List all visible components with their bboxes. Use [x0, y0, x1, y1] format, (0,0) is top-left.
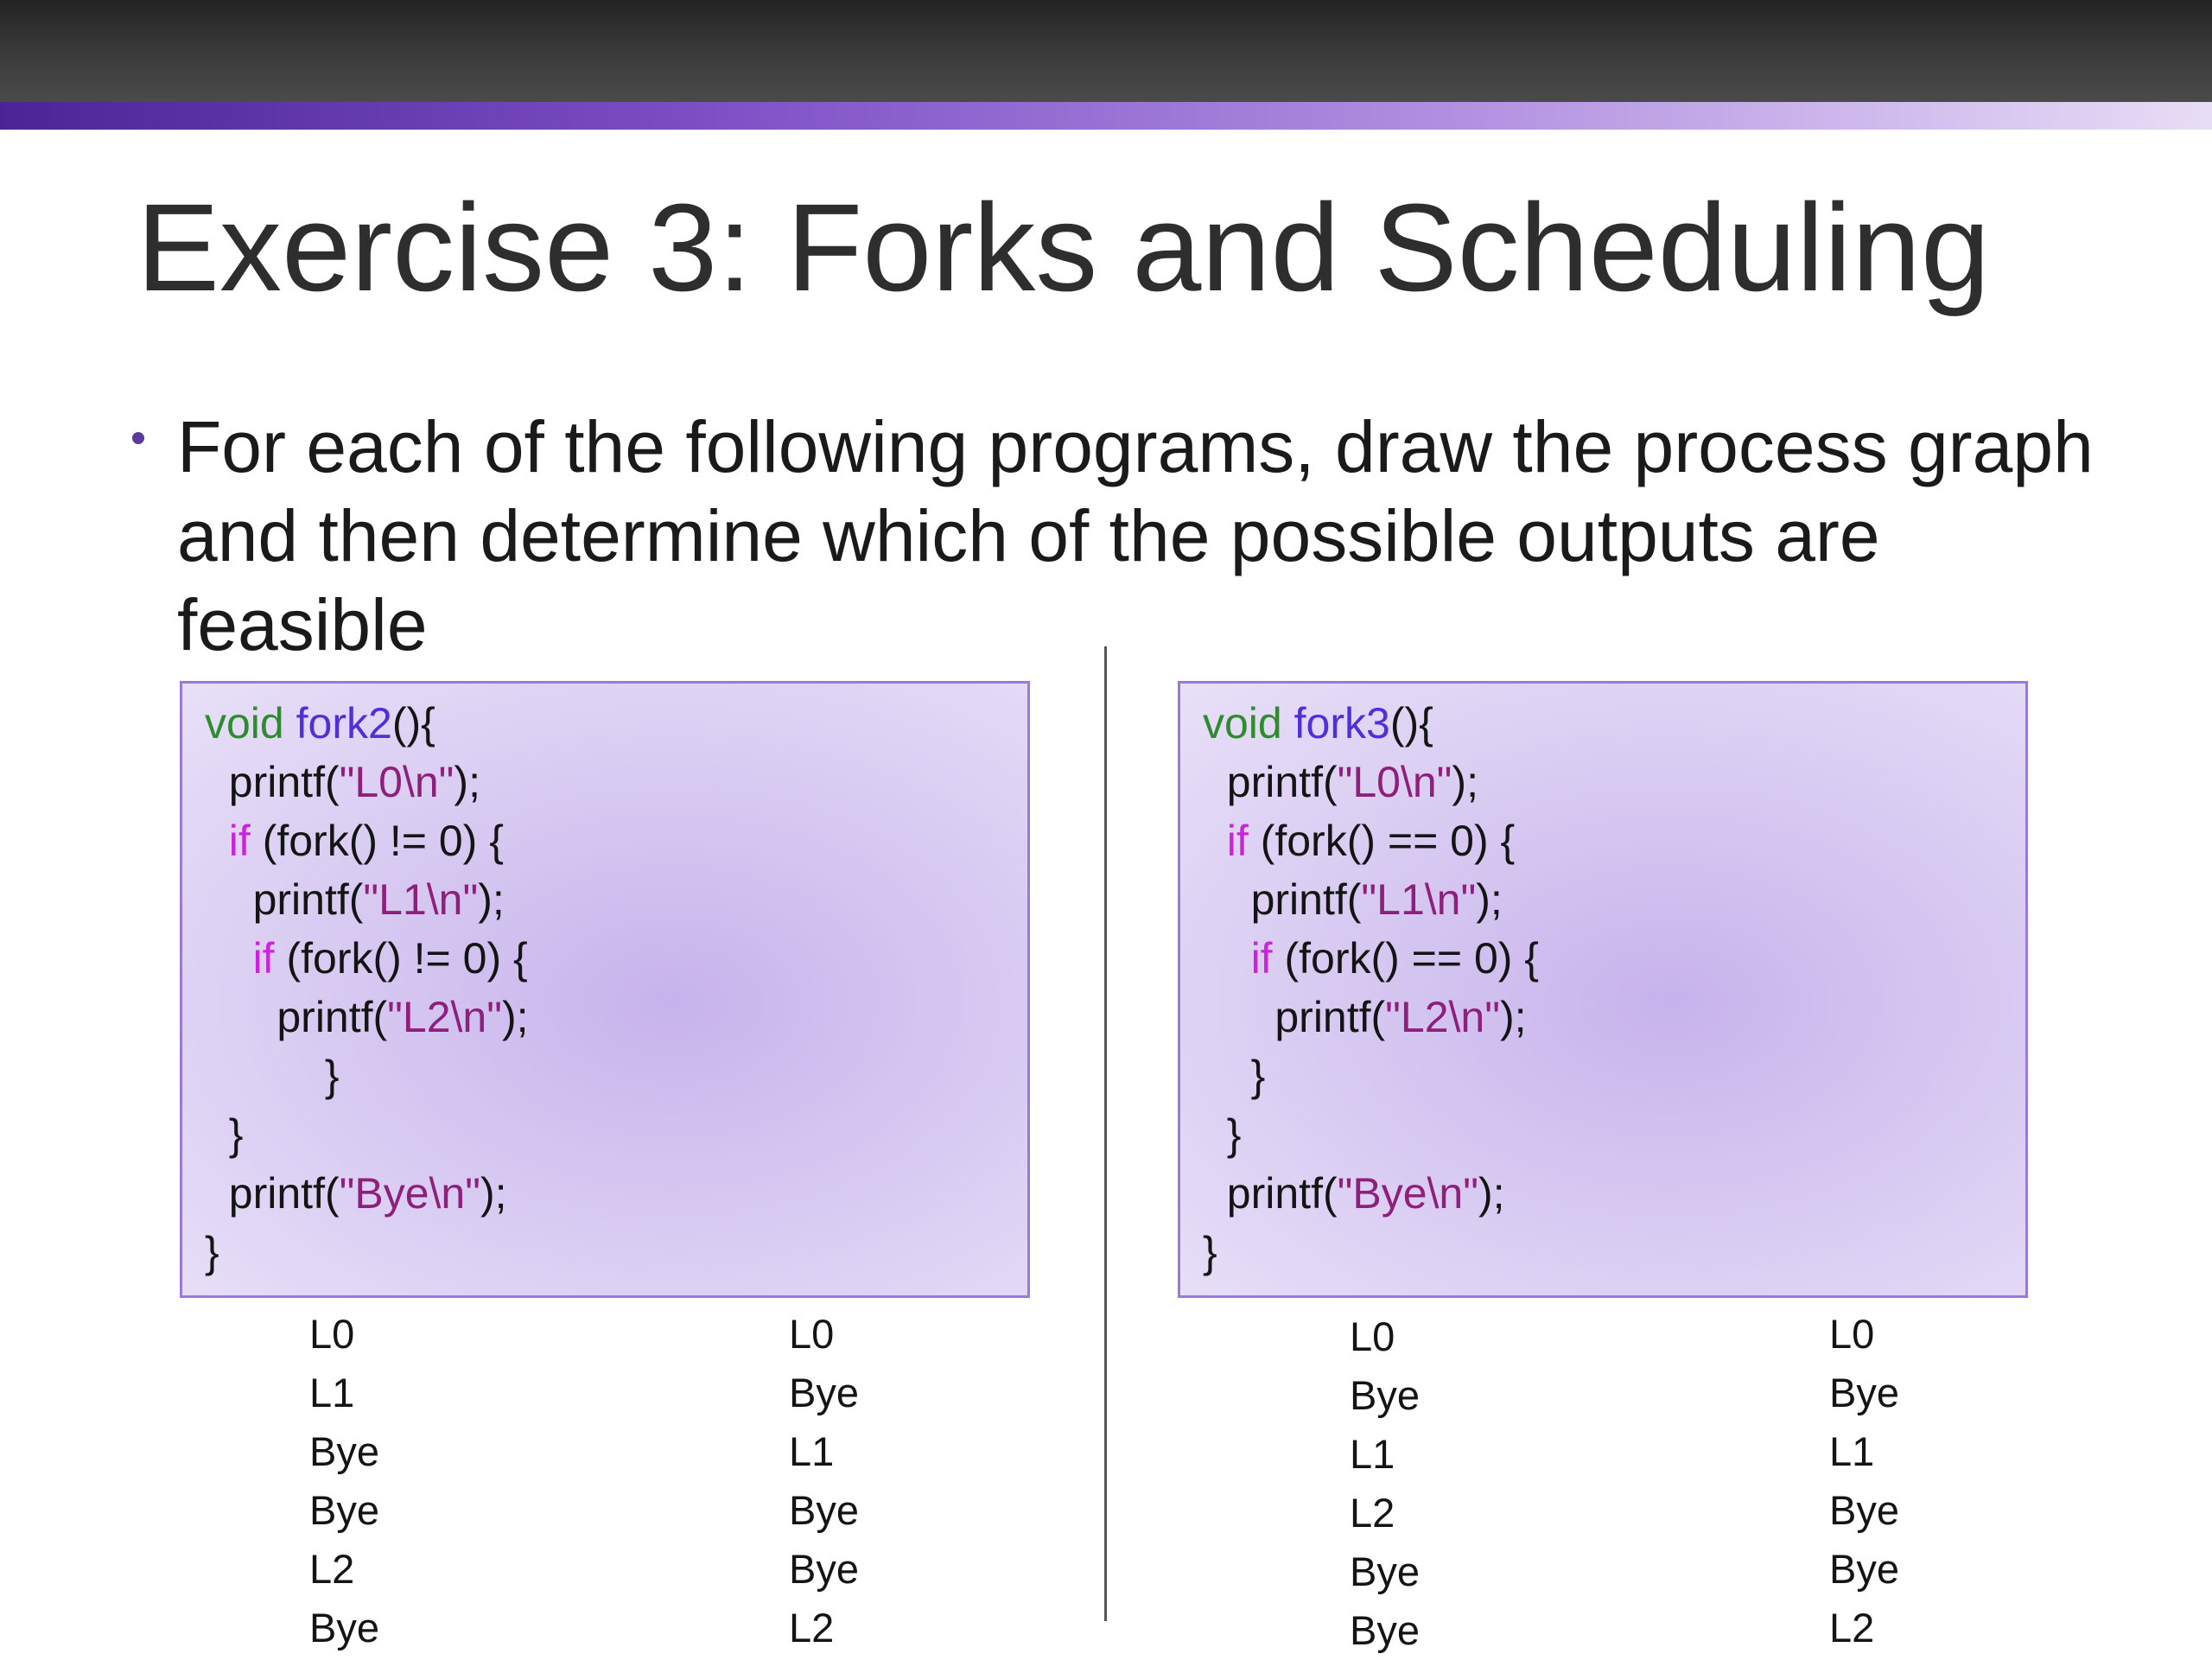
- code-line: [205, 934, 528, 983]
- code-token: }: [324, 1052, 340, 1100]
- code-token: if: [228, 817, 251, 865]
- code-token: (fork() != 0) {: [274, 934, 528, 983]
- code-token: }: [205, 1228, 219, 1276]
- output-option-fork3-b: [1829, 1305, 1899, 1657]
- code-token: (fork() == 0) {: [1272, 934, 1540, 983]
- code-token: (){: [1389, 699, 1433, 747]
- output-option-fork3-a: [1350, 1307, 1420, 1660]
- bullet-text: For each of the following programs, draw the process graph and then determine which of the possible outputs are feasible: [177, 406, 2094, 665]
- output-line: L2: [1350, 1490, 1395, 1536]
- code-token: printf(: [1274, 993, 1386, 1041]
- code-line: [1203, 1169, 1505, 1218]
- code-line: [1203, 934, 1539, 983]
- code-token: if: [1226, 817, 1249, 865]
- output-line: Bye: [1350, 1549, 1420, 1594]
- bullet-dot-icon: [132, 432, 144, 444]
- code-token: printf(: [228, 758, 340, 806]
- code-line: [205, 758, 480, 806]
- output-line: L1: [789, 1428, 835, 1474]
- output-line: L2: [1829, 1605, 1875, 1650]
- code-token: void: [1203, 699, 1282, 747]
- output-line: Bye: [789, 1370, 859, 1415]
- output-line: Bye: [309, 1605, 379, 1650]
- output-line: Bye: [1350, 1607, 1420, 1653]
- code-token: "L1\n": [363, 875, 479, 924]
- output-line: Bye: [309, 1428, 379, 1474]
- output-option-fork2-a: [309, 1305, 379, 1657]
- code-line: [205, 1110, 244, 1159]
- code-line: [1203, 758, 1478, 806]
- code-token: void: [205, 699, 284, 747]
- code-token: );: [1499, 993, 1527, 1041]
- output-option-fork2-b: [789, 1305, 859, 1657]
- slide-title: Exercise 3: Forks and Scheduling: [137, 178, 1991, 317]
- code-line: [205, 1169, 507, 1218]
- code-token: );: [501, 993, 529, 1041]
- column-divider: [1104, 646, 1107, 1621]
- code-token: fork3: [1294, 699, 1390, 747]
- code-token: [284, 699, 296, 747]
- code-token: if: [252, 934, 275, 983]
- code-line: [205, 1052, 340, 1100]
- code-token: printf(: [1250, 875, 1362, 924]
- code-token: );: [1478, 1169, 1505, 1218]
- code-token: printf(: [228, 1169, 340, 1218]
- code-token: );: [1452, 758, 1478, 806]
- code-token: }: [1250, 1052, 1266, 1100]
- output-line: Bye: [309, 1487, 379, 1533]
- code-token: (fork() == 0) {: [1248, 817, 1516, 865]
- code-token: printf(: [276, 993, 388, 1041]
- code-token: );: [478, 875, 505, 924]
- code-line: [1203, 1110, 1242, 1159]
- code-token: printf(: [1226, 1169, 1338, 1218]
- code-block-fork3: [1203, 694, 1539, 1282]
- code-token: "L0\n": [1337, 758, 1452, 806]
- code-token: (fork() != 0) {: [250, 817, 504, 865]
- output-line: L0: [789, 1311, 835, 1357]
- output-line: Bye: [1829, 1370, 1899, 1415]
- code-token: "L2\n": [387, 993, 502, 1041]
- code-box-fork2: [180, 681, 1030, 1298]
- output-line: Bye: [1829, 1487, 1899, 1533]
- code-line: [1203, 699, 1433, 747]
- code-line: [205, 875, 505, 924]
- output-line: Bye: [789, 1487, 859, 1533]
- code-token: "L1\n": [1361, 875, 1477, 924]
- code-token: [1282, 699, 1294, 747]
- code-token: if: [1250, 934, 1273, 983]
- code-token: "Bye\n": [1337, 1169, 1478, 1218]
- output-line: L0: [309, 1311, 355, 1357]
- code-line: [205, 993, 529, 1041]
- code-token: );: [454, 758, 480, 806]
- output-line: L2: [309, 1546, 355, 1592]
- code-box-fork3: [1178, 681, 2028, 1298]
- output-line: Bye: [1829, 1546, 1899, 1592]
- output-line: L1: [1829, 1428, 1875, 1474]
- output-line: L0: [1350, 1313, 1395, 1359]
- code-token: }: [228, 1110, 244, 1159]
- code-line: [1203, 1052, 1265, 1100]
- output-line: L1: [309, 1370, 355, 1415]
- code-line: [205, 699, 435, 747]
- output-line: Bye: [1350, 1372, 1420, 1418]
- code-token: printf(: [1226, 758, 1338, 806]
- code-token: (){: [391, 699, 435, 747]
- output-line: L1: [1350, 1431, 1395, 1477]
- accent-stripe: [0, 102, 2212, 130]
- output-line: L2: [789, 1605, 835, 1650]
- code-block-fork2: [205, 694, 529, 1282]
- top-banner: [0, 0, 2212, 102]
- output-line: L0: [1829, 1311, 1875, 1357]
- code-token: printf(: [252, 875, 364, 924]
- code-token: fork2: [296, 699, 392, 747]
- code-token: }: [1203, 1228, 1217, 1276]
- code-line: [1203, 993, 1527, 1041]
- code-line: [1203, 817, 1515, 865]
- code-line: [1203, 1228, 1217, 1276]
- code-token: "Bye\n": [339, 1169, 480, 1218]
- code-line: [205, 817, 504, 865]
- output-line: Bye: [789, 1546, 859, 1592]
- code-token: "L2\n": [1385, 993, 1500, 1041]
- code-token: );: [480, 1169, 507, 1218]
- code-token: }: [1226, 1110, 1242, 1159]
- code-line: [205, 1228, 219, 1276]
- code-line: [1203, 875, 1503, 924]
- code-token: );: [1476, 875, 1503, 924]
- code-token: "L0\n": [339, 758, 454, 806]
